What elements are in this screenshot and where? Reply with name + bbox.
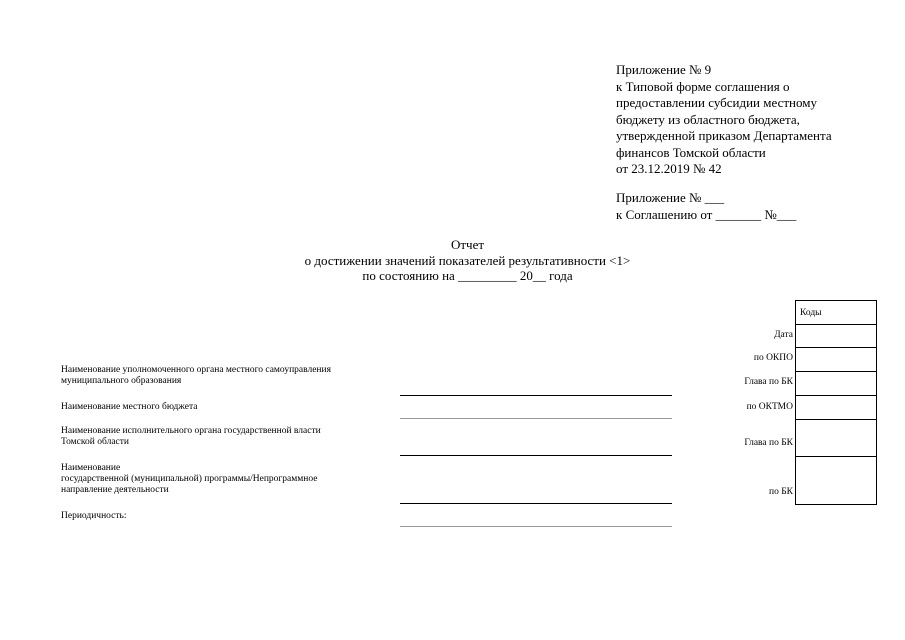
budget-fill-line[interactable] bbox=[400, 418, 672, 419]
executive-label bbox=[61, 426, 321, 448]
title-line-1: Отчет bbox=[450, 237, 485, 252]
report-title bbox=[200, 237, 735, 284]
code-cell-oktmo[interactable] bbox=[796, 396, 877, 420]
appendix-line: финансов Томской области bbox=[616, 144, 766, 160]
code-label-okpo: по ОКПО bbox=[753, 353, 793, 363]
code-cell-chapter2-row bbox=[796, 420, 877, 457]
executive-label-line: Наименование исполнительного органа государственной власти bbox=[61, 426, 321, 436]
code-label-date: Дата bbox=[774, 330, 793, 340]
code-cell-bk[interactable] bbox=[796, 457, 877, 505]
code-label-chapter-bk-2: Глава по БК bbox=[744, 438, 793, 448]
program-label-line: направление деятельности bbox=[61, 485, 169, 495]
code-cell-date[interactable] bbox=[796, 325, 877, 348]
executive-label-line: Томской области bbox=[61, 437, 129, 447]
periodicity-fill-line[interactable] bbox=[400, 526, 672, 527]
executive-fill-line[interactable] bbox=[400, 455, 672, 456]
code-cell-oktmo-row bbox=[796, 396, 877, 420]
appendix-header bbox=[616, 62, 832, 178]
appendix-line: утвержденной приказом Департамента bbox=[616, 128, 832, 143]
appendix-line: к Типовой форме соглашения о bbox=[616, 78, 790, 94]
periodicity-label bbox=[61, 511, 127, 522]
code-label-chapter-bk: Глава по БК bbox=[744, 377, 793, 387]
program-label-line: государственной (муниципальной) программы/Непрограммное bbox=[61, 474, 318, 484]
program-label-line: Наименование bbox=[61, 463, 121, 473]
appendix-line: бюджету из областного бюджета, bbox=[616, 111, 800, 127]
codes-table bbox=[795, 300, 877, 505]
code-label-bk: по БК bbox=[768, 487, 793, 497]
code-cell-date-row bbox=[796, 325, 877, 348]
code-label-oktmo: по ОКТМО bbox=[746, 402, 793, 412]
appendix-line: от 23.12.2019 № 42 bbox=[616, 161, 722, 176]
title-line-3: по состоянию на _________ 20__ года bbox=[362, 268, 573, 283]
authority-fill-line[interactable] bbox=[400, 395, 672, 396]
budget-label-text: Наименование местного бюджета bbox=[61, 402, 198, 412]
agreement-reference bbox=[616, 190, 796, 223]
authority-label-line: Наименование уполномоченного органа местного самоуправления bbox=[61, 365, 331, 375]
codes-header-row bbox=[796, 301, 877, 325]
program-label bbox=[61, 463, 317, 496]
code-cell-bk-row bbox=[796, 457, 877, 505]
periodicity-label-text: Периодичность: bbox=[61, 511, 127, 521]
program-fill-line[interactable] bbox=[400, 503, 672, 504]
code-cell-chapter-bk[interactable] bbox=[796, 372, 877, 396]
authority-label-line: муниципального образования bbox=[61, 376, 182, 386]
appendix-line: Приложение № 9 bbox=[616, 62, 712, 77]
code-cell-okpo[interactable] bbox=[796, 348, 877, 372]
code-cell-okpo-row bbox=[796, 348, 877, 372]
authority-label bbox=[61, 365, 331, 387]
appendix-line: предоставлении субсидии местному bbox=[616, 95, 817, 110]
title-line-2: о достижении значений показателей результативности <1> bbox=[304, 252, 631, 268]
codes-header: Коды bbox=[796, 301, 877, 325]
code-cell-chapter-bk-2[interactable] bbox=[796, 420, 877, 457]
code-cell-chapter-row bbox=[796, 372, 877, 396]
budget-label bbox=[61, 402, 197, 413]
agreement-appendix-number: Приложение № ___ bbox=[616, 190, 725, 205]
agreement-date-number: к Соглашению от _______ №___ bbox=[616, 206, 797, 222]
